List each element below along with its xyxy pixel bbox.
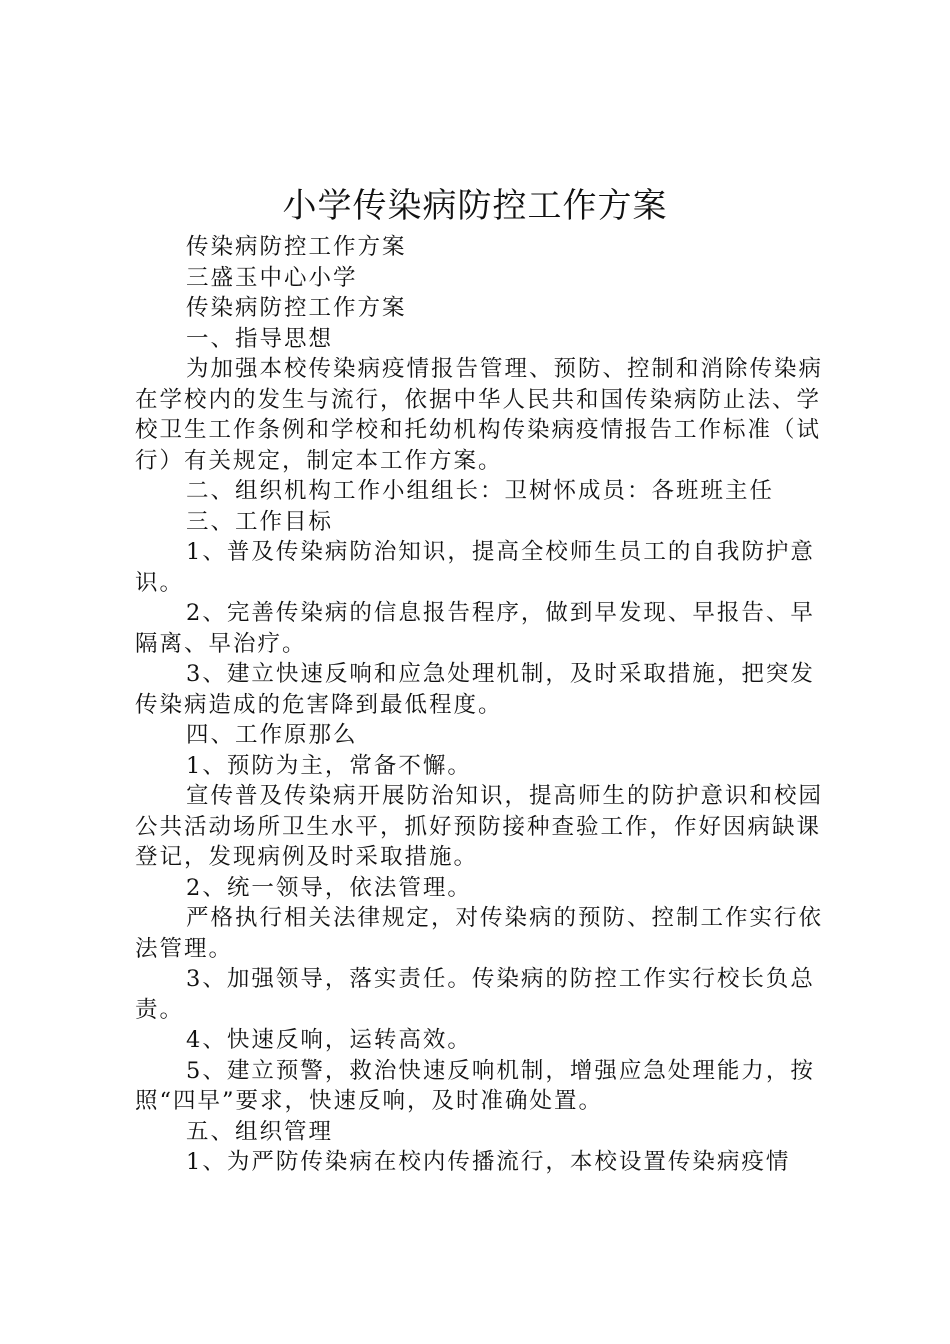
document-title: 小学传染病防控工作方案 [282,186,668,226]
principle-item-4: 4、快速反响，运转高效。 [186,1027,472,1053]
principle-detail-1: 宣传普及传染病开展防治知识，提高师生的防护意识和校园公共活动场所卫生水平，抓好预防接种查验工作，作好因病缺课登记，发现病例及时采取措施。 [135,783,824,870]
paragraph-2: 三盛玉中心小学 [186,264,358,291]
paragraph-3: 传染病防控工作方案 [186,295,407,321]
section-heading-3: 三、工作目标 [186,508,334,535]
section-heading-4: 四、工作原那么 [186,722,358,748]
paragraph-4: 为加强本校传染病疫情报告管理、预防、控制和消除传染病在学校内的发生与流行，依据中华人民共和国传染病防止法、学校卫生工作条例和学校和托幼机构传染病疫情报告工作标准（试行）有关规定，制定本工作方案。 [135,356,824,474]
goal-item-1: 1、普及传染病防治知识，提高全校师生员工的自我防护意识。 [135,539,815,596]
paragraph-1: 传染病防控工作方案 [186,234,407,260]
principle-item-3: 3、加强领导，落实责任。传染病的防控工作实行校长负总责。 [135,966,815,1023]
goal-item-2: 2、完善传染病的信息报告程序，做到早发现、早报告、早隔离、早治疗。 [135,600,815,657]
section-heading-1: 一、指导思想 [186,325,334,352]
document-body [135,232,825,1178]
section-heading-5: 五、组织管理 [186,1118,334,1145]
principle-item-1: 1、预防为主，常备不懈。 [186,752,472,779]
principle-item-2: 2、统一领导，依法管理。 [186,874,472,901]
section-heading-2: 二、组织机构工作小组组长：卫树怀成员：各班班主任 [186,478,775,504]
goal-item-3: 3、建立快速反响和应急处理机制，及时采取措施，把突发传染病造成的危害降到最低程度。 [135,661,815,718]
principle-detail-2: 严格执行相关法律规定，对传染病的预防、控制工作实行依法管理。 [135,905,824,962]
management-item-1: 1、为严防传染病在校内传播流行，本校设置传染病疫情 [186,1149,791,1175]
principle-item-5: 5、建立预警，救治快速反响机制，增强应急处理能力，按照“四早”要求，快速反响，及时准确处置。 [135,1057,815,1114]
